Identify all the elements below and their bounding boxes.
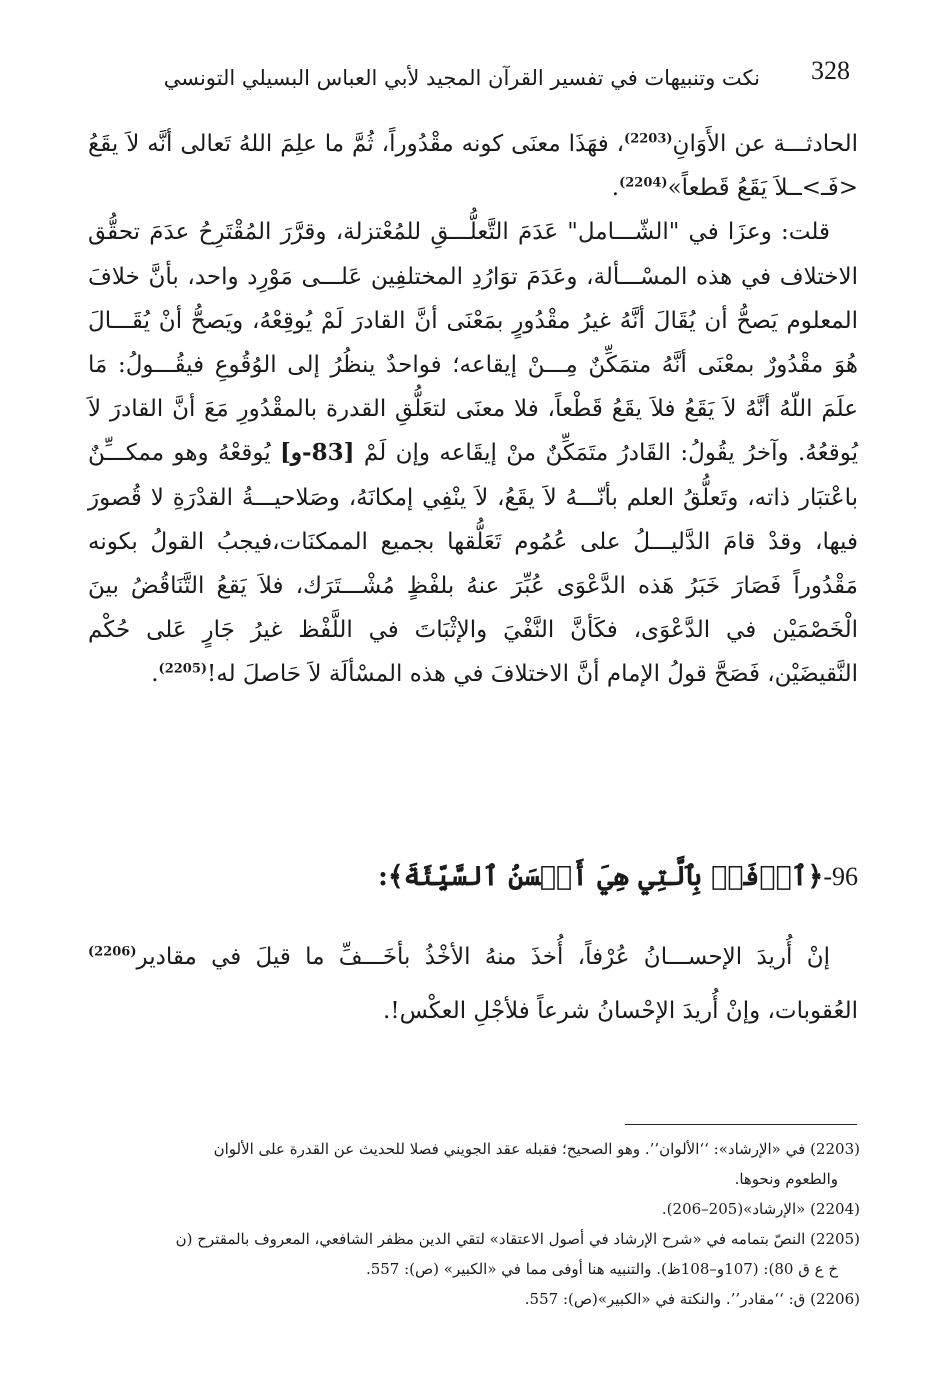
footnote-ref: (2206) bbox=[88, 944, 137, 960]
paragraph: الحادثـــة عن الأَوَانِ$^{(2203)}$، فهَذَا معنَى كونه مقْدُوراً، ثُمَّ ما علِمَ اللهُ تَعالى أنَّه لاَ يقَعُ <فَـ>ــلاَ يَقَعُ قَطعاً»$^{(2204)}$. bbox=[88, 131, 858, 202]
paragraph: إنْ أُريدَ الإحســـانُ عُرْفاً، أُخذَ منهُ الأخْذُ بأخَـــفِّ ما قيلَ في مقادير$^{(2206)}$ العُقوبات، وإنْ أُريدَ الإحْسانُ شرعاً فلأجْلِ العكْس!. bbox=[88, 944, 858, 1024]
footnote: (2203) في «الإرشاد»: ‘‘الألوان’’. وهو الصحيح؛ فقبله عقد الجويني فصلا للحديث عن القدرة على الألوان bbox=[213, 1140, 860, 1158]
verse-number: 96- bbox=[823, 862, 858, 891]
page-number: 328 bbox=[811, 56, 850, 85]
footnote: (2204) «الإرشاد»(205–206). bbox=[661, 1200, 860, 1218]
footnote-ref: (2204) bbox=[619, 175, 668, 191]
footnote-separator bbox=[625, 1124, 857, 1125]
paragraph: قلت: وعزَا في "الشّـــامل" عَدَمَ التَّعلُّـــقِ للمُعْتزلة، وقرَّرَ المُقْتَرِحُ عدَمَ تحقُّق الاختلاف في هذه المسْـــألة، وعَدَمَ توَارُدِ المختلفِين عَلـــى مَوْرِد واحد، بأنَّ خلافَ المعلوم يَصحُّ أن يُقَالَ أنَّهُ غيرُ مقْدُورٍ بمَعْنَى أنَّ القادرَ لَمْ يُوقِعْهُ، ويَصحُّ أنْ يُقَـــالَ هُوَ مقْدُورٌ بمعْنَى أنَّهُ متمَكِّنٌ مِـــنْ إيقاعه؛ فواحدٌ ينظُرُ إلى الوُقُوعِ فيقُـــولُ: مَا علَمَ اللّهُ أنَّهُ لاَ يَقَعُ فلاَ يقَعُ قَطْعاً، فلا معنَى لتعَلُّقِ القدرة بالمقْدُورِ مَعَ أنَّ القادرَ لاَ يُوقعُهُ. وآخرُ يقُولُ: القَادرُ متَمَكِّنٌ منْ إيقَاعه وإن لَمْ [83-و] يُوقعْهُ وهو ممكـــِّنٌ باعْتبَار ذاته، وتَعلُّقُ العلم بأنّـــهُ لاَ يقَعُ، لاَ ينْفِي إمكانَهُ، وصَلاحيـــةُ القدْرَةِ لا قُصورَ فيها، وقدْ قامَ الدَّليـــلُ على عُمُوم تَعَلُّقها بجميع الممكنَات،فيجبُ القولُ بكونه مَقْدُوراً فَصَارَ خَبَرُ هَذه الدَّعْوَى عُبِّرَ عنهُ بلفْظٍ مُشْـــتَرَك، فلاَ يَقعُ التَّنَاقُضُ بينَ الْخَصْمَيْن في الدَّعْوَى، فكَأنَّ النَّفْيَ والإثْبَاتَ في اللَّفْظ غيرُ جَارٍ عَلى حُكْم النَّقيضَيْن، فَصَحَّ قولُ الإمام أنَّ الاختلافَ في هذه المسْألَة لاَ حَاصلَ له!$^{(2205)}$. bbox=[88, 219, 858, 688]
footnote-continuation: والطعوم ونحوها. bbox=[734, 1170, 838, 1188]
footnote-ref: (2203) bbox=[624, 131, 673, 147]
commentary bbox=[88, 930, 858, 1038]
quran-verse: ﴿ٱدۡفَعۡ بِٱلَّتِي هِيَ أَحۡسَنُ ٱلسَّيِّئَةَ﴾ bbox=[387, 861, 824, 892]
verse-heading: 96-﴿ٱدۡفَعۡ بِٱلَّتِي هِيَ أَحۡسَنُ ٱلسَّيِّئَةَ﴾: bbox=[377, 861, 858, 892]
footnotes bbox=[88, 1134, 860, 1314]
running-title: نكت وتنبيهات في تفسير القرآن المجيد لأبي العباس البسيلي التونسي bbox=[163, 66, 760, 90]
footnote: (2205) النصّ بتمامه في «شرح الإرشاد في أصول الاعتقاد» لتقي الدين مظفر الشافعي، المعروف بالمقترح (ن bbox=[175, 1230, 860, 1248]
manuscript-folio-marker: [83-و] bbox=[280, 439, 355, 467]
footnote-ref: (2205) bbox=[158, 661, 208, 677]
footnote: (2206) ق: ‘‘مقادر’’. والنكتة في «الكبير»(ص): 557. bbox=[524, 1290, 860, 1308]
page-header bbox=[163, 56, 850, 106]
footnote-continuation: خ ع ق 80): (107و–108ظ). والتنبيه هنا أوفى مما في «الكبير» (ص): 557. bbox=[365, 1260, 838, 1278]
main-text bbox=[88, 122, 858, 697]
